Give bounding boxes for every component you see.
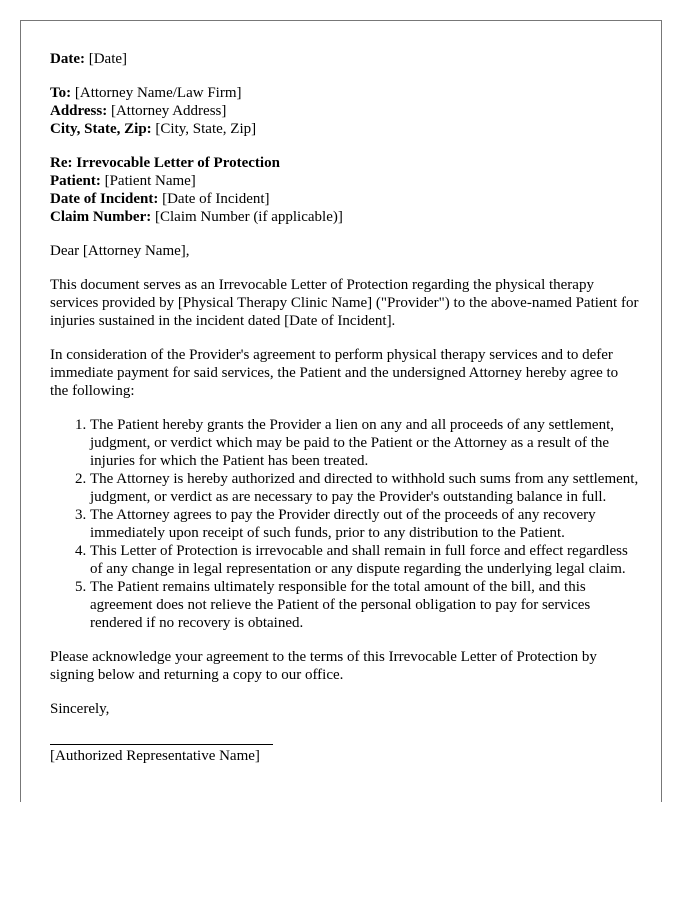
incident-line	[50, 190, 640, 208]
letter-page	[20, 20, 662, 802]
list-item: 1. The Patient hereby grants the Provider a lien on any and all proceeds of any settlement, judgment, or verdict which may be paid to the Patient or the Attorney as a result of the injuries for which the Patient has been treated.	[90, 416, 640, 470]
patient-label: Patient:	[50, 173, 101, 189]
list-item: 4. This Letter of Protection is irrevocable and shall remain in full force and effect regardless of any change in legal representation or any dispute regarding the underlying legal claim.	[90, 542, 640, 578]
incident-value: [Date of Incident]	[158, 191, 270, 207]
reference-block	[50, 154, 640, 226]
city-value: [City, State, Zip]	[151, 121, 257, 137]
date-label: Date:	[50, 51, 85, 67]
sign-off: Sincerely,	[50, 701, 110, 717]
claim-value: [Claim Number (if applicable)]	[151, 209, 343, 225]
to-value: [Attorney Name/Law Firm]	[71, 85, 242, 101]
salutation: Dear [Attorney Name],	[50, 243, 190, 259]
closing-paragraph: Please acknowledge your agreement to the terms of this Irrevocable Letter of Protection by signing below and returning a copy to our office.	[50, 649, 597, 683]
list-item: 5. The Patient remains ultimately responsible for the total amount of the bill, and this agreement does not relieve the Patient of the personal obligation to pay for services rendered if no recovery is obtained.	[90, 578, 640, 632]
list-item: 3. The Attorney agrees to pay the Provider directly out of the proceeds of any recovery immediately upon receipt of such funds, prior to any distribution to the Patient.	[90, 506, 640, 542]
to-label: To:	[50, 85, 72, 101]
claim-label: Claim Number:	[50, 209, 152, 225]
date-line	[50, 50, 640, 68]
city-label: City, State, Zip:	[50, 121, 152, 137]
letter-content	[50, 50, 640, 765]
claim-line	[50, 208, 640, 226]
signature-line	[50, 744, 273, 745]
patient-value: [Patient Name]	[100, 173, 196, 189]
re-line: Re: Irrevocable Letter of Protection	[50, 155, 280, 171]
body-paragraph-1: This document serves as an Irrevocable Letter of Protection regarding the physical therapy services provided by [Physical Therapy Clinic Name] ("Provider") to the above-named Patient for injuries sustained in the incident dated [Date of Incident].	[50, 277, 639, 329]
city-line	[50, 120, 640, 138]
signature-name: [Authorized Representative Name]	[50, 748, 260, 764]
recipient-block	[50, 84, 640, 138]
date-value: [Date]	[84, 51, 128, 67]
address-line	[50, 102, 640, 120]
incident-label: Date of Incident:	[50, 191, 159, 207]
patient-line	[50, 172, 640, 190]
terms-list	[50, 416, 640, 632]
body-paragraph-2: In consideration of the Provider's agreement to perform physical therapy services and to defer immediate payment for said services, the Patient and the undersigned Attorney hereby agree to the following:	[50, 347, 619, 399]
list-item: 2. The Attorney is hereby authorized and directed to withhold such sums from any settlement, judgment, or verdict as are necessary to pay the Provider's outstanding balance in full.	[90, 470, 640, 506]
to-line	[50, 84, 640, 102]
address-value: [Attorney Address]	[107, 103, 227, 119]
address-label: Address:	[50, 103, 108, 119]
